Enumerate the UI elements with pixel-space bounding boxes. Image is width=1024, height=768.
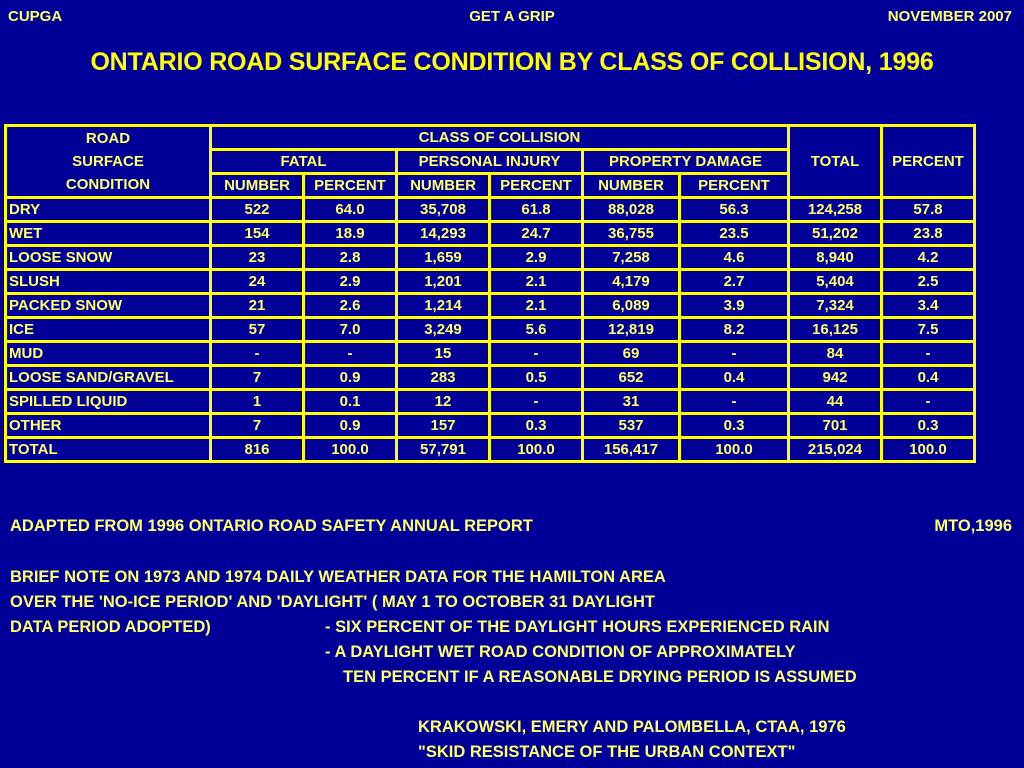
table-cell: 31 <box>584 391 678 412</box>
row-label: TOTAL <box>7 439 209 460</box>
table-row <box>7 343 973 364</box>
row-label: ICE <box>7 319 209 340</box>
table-cell: 124,258 <box>790 199 880 220</box>
table-cell: 15 <box>398 343 488 364</box>
table-cell: 0.1 <box>305 391 395 412</box>
table-cell: 57,791 <box>398 439 488 460</box>
table-cell: 88,028 <box>584 199 678 220</box>
table-cell: 18.9 <box>305 223 395 244</box>
table-cell: 36,755 <box>584 223 678 244</box>
header-date: NOVEMBER 2007 <box>887 8 1012 25</box>
damage-number-header: NUMBER <box>584 175 678 196</box>
page-title: ONTARIO ROAD SURFACE CONDITION BY CLASS OF COLLISION, 1996 <box>90 48 934 76</box>
collision-table <box>4 124 976 463</box>
table-cell: 3,249 <box>398 319 488 340</box>
table-cell: 1,214 <box>398 295 488 316</box>
note-line-3b: - SIX PERCENT OF THE DAYLIGHT HOURS EXPERIENCED RAIN <box>325 618 830 636</box>
table-row <box>7 199 973 220</box>
table-cell: 3.9 <box>681 295 787 316</box>
table-cell: 2.7 <box>681 271 787 292</box>
table-cell: 7.5 <box>883 319 973 340</box>
damage-percent-header: PERCENT <box>681 175 787 196</box>
table-cell: 701 <box>790 415 880 436</box>
table-cell: 157 <box>398 415 488 436</box>
table-cell: 283 <box>398 367 488 388</box>
table-cell: 0.4 <box>883 367 973 388</box>
table-row <box>7 439 973 460</box>
table-cell: - <box>883 343 973 364</box>
table-cell: 2.5 <box>883 271 973 292</box>
table-cell: 1,201 <box>398 271 488 292</box>
row-label: OTHER <box>7 415 209 436</box>
row-label: WET <box>7 223 209 244</box>
table-cell: 100.0 <box>491 439 581 460</box>
source-right: MTO,1996 <box>934 517 1012 535</box>
table-cell: 64.0 <box>305 199 395 220</box>
table-cell: 35,708 <box>398 199 488 220</box>
table-row <box>7 415 973 436</box>
table-cell: 14,293 <box>398 223 488 244</box>
road-header-line3: CONDITION <box>65 176 151 193</box>
row-label: SPILLED LIQUID <box>7 391 209 412</box>
table-cell: 5,404 <box>790 271 880 292</box>
row-label: SLUSH <box>7 271 209 292</box>
table-cell: 44 <box>790 391 880 412</box>
citation-line-1: KRAKOWSKI, EMERY AND PALOMBELLA, CTAA, 1976 <box>418 718 846 736</box>
table-cell: 100.0 <box>883 439 973 460</box>
table-cell: 24 <box>212 271 302 292</box>
row-label: LOOSE SNOW <box>7 247 209 268</box>
table-cell: - <box>491 391 581 412</box>
table-body <box>7 199 973 460</box>
table-cell: 8,940 <box>790 247 880 268</box>
table-cell: 156,417 <box>584 439 678 460</box>
table-row <box>7 391 973 412</box>
table-cell: 1,659 <box>398 247 488 268</box>
table-cell: 16,125 <box>790 319 880 340</box>
row-label: MUD <box>7 343 209 364</box>
table-cell: 4.2 <box>883 247 973 268</box>
table-cell: 0.4 <box>681 367 787 388</box>
fatal-percent-header: PERCENT <box>305 175 395 196</box>
table-cell: 4.6 <box>681 247 787 268</box>
table-row <box>7 319 973 340</box>
fatal-number-header: NUMBER <box>212 175 302 196</box>
note-line-5: TEN PERCENT IF A REASONABLE DRYING PERIOD IS ASSUMED <box>343 668 857 686</box>
table-cell: 7,324 <box>790 295 880 316</box>
injury-number-header: NUMBER <box>398 175 488 196</box>
table-cell: 154 <box>212 223 302 244</box>
table-cell: 24.7 <box>491 223 581 244</box>
road-header-line1: ROAD <box>85 130 131 147</box>
table-cell: 2.6 <box>305 295 395 316</box>
road-header-line2: SURFACE <box>72 153 144 170</box>
table-cell: 816 <box>212 439 302 460</box>
note-line-3a: DATA PERIOD ADOPTED) <box>10 618 211 636</box>
table-cell: 51,202 <box>790 223 880 244</box>
table-row <box>7 271 973 292</box>
table-cell: 23.5 <box>681 223 787 244</box>
table-cell: 12 <box>398 391 488 412</box>
table-cell: 4,179 <box>584 271 678 292</box>
header-center: GET A GRIP <box>469 8 555 25</box>
table-cell: 6,089 <box>584 295 678 316</box>
table-cell: 2.1 <box>491 271 581 292</box>
table-row <box>7 367 973 388</box>
table-cell: 8.2 <box>681 319 787 340</box>
table-cell: 57 <box>212 319 302 340</box>
percent-header: PERCENT <box>883 127 973 196</box>
table-cell: 7 <box>212 415 302 436</box>
table-cell: 84 <box>790 343 880 364</box>
table-cell: - <box>681 343 787 364</box>
table-cell: 100.0 <box>305 439 395 460</box>
table-cell: 2.1 <box>491 295 581 316</box>
table-cell: 652 <box>584 367 678 388</box>
table-cell: 0.3 <box>491 415 581 436</box>
table-cell: 215,024 <box>790 439 880 460</box>
row-label: DRY <box>7 199 209 220</box>
table-cell: 0.9 <box>305 415 395 436</box>
table-cell: 12,819 <box>584 319 678 340</box>
table-cell: 2.8 <box>305 247 395 268</box>
table-cell: 0.5 <box>491 367 581 388</box>
table-cell: 56.3 <box>681 199 787 220</box>
table-cell: - <box>491 343 581 364</box>
injury-percent-header: PERCENT <box>491 175 581 196</box>
table-row <box>7 223 973 244</box>
table-cell: 5.6 <box>491 319 581 340</box>
note-line-1: BRIEF NOTE ON 1973 AND 1974 DAILY WEATHER DATA FOR THE HAMILTON AREA <box>10 568 666 586</box>
header-left: CUPGA <box>8 8 63 25</box>
personal-injury-header: PERSONAL INJURY <box>398 151 581 172</box>
table-cell: 57.8 <box>883 199 973 220</box>
table-cell: 1 <box>212 391 302 412</box>
table-cell: 23 <box>212 247 302 268</box>
citation-line-2: "SKID RESISTANCE OF THE URBAN CONTEXT" <box>418 743 796 761</box>
table-cell: 537 <box>584 415 678 436</box>
table-cell: 0.3 <box>883 415 973 436</box>
row-label: LOOSE SAND/GRAVEL <box>7 367 209 388</box>
table-cell: 61.8 <box>491 199 581 220</box>
table-cell: - <box>212 343 302 364</box>
table-cell: 7,258 <box>584 247 678 268</box>
table-cell: - <box>681 391 787 412</box>
total-header: TOTAL <box>790 127 880 196</box>
table-cell: 3.4 <box>883 295 973 316</box>
table-row <box>7 247 973 268</box>
table-cell: 2.9 <box>491 247 581 268</box>
table-row <box>7 295 973 316</box>
table-cell: 0.9 <box>305 367 395 388</box>
table-cell: - <box>883 391 973 412</box>
fatal-header: FATAL <box>212 151 395 172</box>
table-cell: 23.8 <box>883 223 973 244</box>
table-cell: 942 <box>790 367 880 388</box>
note-line-2: OVER THE 'NO-ICE PERIOD' AND 'DAYLIGHT' ( MAY 1 TO OCTOBER 31 DAYLIGHT <box>10 593 655 611</box>
table-cell: 21 <box>212 295 302 316</box>
table-cell: 7 <box>212 367 302 388</box>
table-cell: - <box>305 343 395 364</box>
table-cell: 2.9 <box>305 271 395 292</box>
road-surface-header <box>7 127 209 196</box>
table-cell: 0.3 <box>681 415 787 436</box>
source-note: ADAPTED FROM 1996 ONTARIO ROAD SAFETY ANNUAL REPORT <box>10 517 533 535</box>
table-cell: 7.0 <box>305 319 395 340</box>
row-label: PACKED SNOW <box>7 295 209 316</box>
note-line-4: - A DAYLIGHT WET ROAD CONDITION OF APPROXIMATELY <box>325 643 796 661</box>
table-cell: 522 <box>212 199 302 220</box>
table-cell: 100.0 <box>681 439 787 460</box>
class-of-collision-header: CLASS OF COLLISION <box>212 127 787 148</box>
table-cell: 69 <box>584 343 678 364</box>
property-damage-header: PROPERTY DAMAGE <box>584 151 787 172</box>
